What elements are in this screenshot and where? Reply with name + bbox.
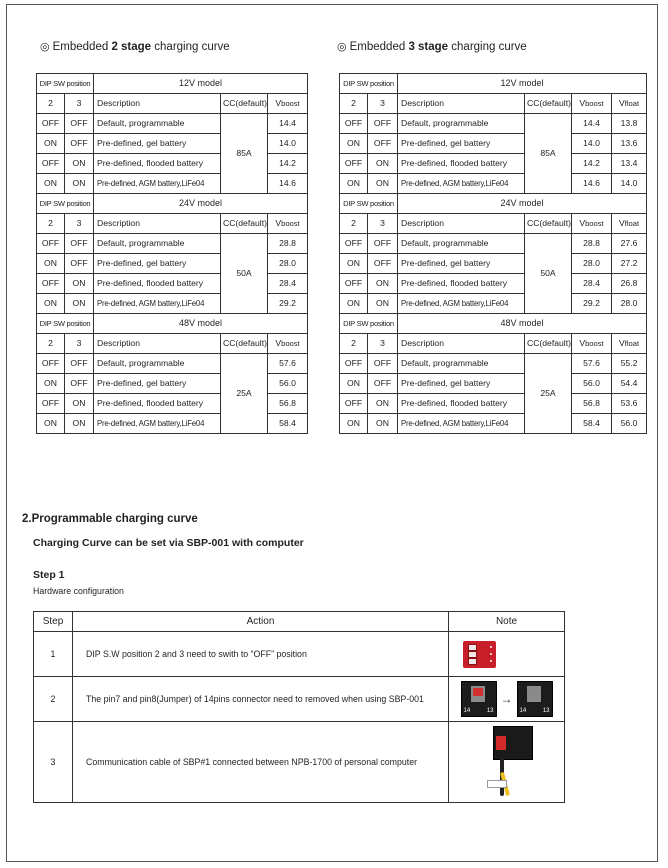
table-row [37, 174, 308, 194]
vfloat-value: 13.8 [612, 114, 647, 134]
col-description: Description [94, 214, 221, 234]
header-note: Note [449, 612, 565, 632]
table-row [37, 254, 308, 274]
sw2-value: OFF [340, 114, 368, 134]
two-stage-title: ◎ Embedded 2 stage charging curve [40, 41, 230, 53]
table-row [37, 414, 308, 434]
sw3-value: ON [65, 414, 94, 434]
table-row [340, 174, 647, 194]
description-value: Pre-defined, flooded battery [398, 274, 525, 294]
vboost-value: 56.0 [268, 374, 308, 394]
sw2-value: OFF [37, 114, 65, 134]
sw3-value: ON [368, 394, 398, 414]
vfloat-v: V [618, 218, 625, 229]
step-note [449, 677, 565, 722]
col-description: Description [94, 94, 221, 114]
cc-value: 50A [221, 234, 268, 314]
dip-sw-position-label: DIP SW position [37, 194, 94, 214]
sw2-value: ON [37, 254, 65, 274]
sw3-value: ON [368, 174, 398, 194]
table-row [34, 722, 565, 803]
sw3-value: ON [368, 414, 398, 434]
col-cc-default: CC(default) [525, 214, 572, 234]
table-row [37, 394, 308, 414]
table-row [37, 374, 308, 394]
table-row [340, 114, 647, 134]
column-header-row [340, 334, 647, 354]
dip-sw-position-label: DIP SW position [37, 314, 94, 334]
sw3-value: OFF [368, 134, 398, 154]
table-row [37, 114, 308, 134]
sw3-value: OFF [65, 254, 94, 274]
table-header-row [34, 612, 565, 632]
sw2-value: OFF [37, 354, 65, 374]
description-value: Pre-defined, gel battery [398, 374, 525, 394]
bullet-icon: ◎ [337, 41, 347, 53]
model-header-row [37, 314, 308, 334]
cc-value: 85A [525, 114, 572, 194]
dip-switch-photo-icon [463, 641, 496, 668]
description-value: Default, programmable [398, 114, 525, 134]
sw3-value: OFF [368, 254, 398, 274]
vboost-value: 14.2 [572, 154, 612, 174]
description-value: Pre-defined, flooded battery [94, 274, 221, 294]
col-vboost [268, 214, 308, 234]
vfloat-v: V [618, 98, 625, 109]
vfloat-value: 54.4 [612, 374, 647, 394]
model-name: 48V model [94, 314, 308, 334]
vboost-v: V [275, 98, 282, 109]
vboost-value: 14.4 [268, 114, 308, 134]
model-name: 12V model [398, 74, 647, 94]
table-row [37, 294, 308, 314]
description-value: Pre-defined, flooded battery [398, 154, 525, 174]
vfloat-value: 14.0 [612, 174, 647, 194]
col-cc-default: CC(default) [525, 94, 572, 114]
column-header-row [37, 334, 308, 354]
vfloat-value: 13.6 [612, 134, 647, 154]
vfloat-sub: float [624, 219, 640, 229]
connector-with-jumper-photo-icon: 14 13 [461, 681, 497, 717]
table-row [34, 632, 565, 677]
step-action: DIP S.W position 2 and 3 need to swith to “OFF” position [73, 632, 449, 677]
column-header-row [340, 214, 647, 234]
dip-sw-position-label: DIP SW position [340, 314, 398, 334]
step-action: Communication cable of SBP#1 connected between NPB-1700 of personal computer [73, 722, 449, 803]
col-vboost [572, 334, 612, 354]
col-sw3: 3 [368, 214, 398, 234]
table-row [340, 294, 647, 314]
cc-value: 50A [525, 234, 572, 314]
col-cc-default: CC(default) [221, 94, 268, 114]
sw2-value: OFF [37, 234, 65, 254]
step-title: Step 1 [33, 569, 65, 581]
step-number: 3 [34, 722, 73, 803]
sw2-value: ON [340, 254, 368, 274]
description-value: Default, programmable [94, 234, 221, 254]
connector-without-jumper-photo-icon: 14 13 [517, 681, 553, 717]
table-row [340, 234, 647, 254]
sw2-value: OFF [340, 394, 368, 414]
description-value: Pre-defined, AGM battery,LiFe04 [94, 414, 221, 434]
cc-value: 25A [525, 354, 572, 434]
sw2-value: OFF [340, 354, 368, 374]
vboost-v: V [579, 338, 586, 349]
sw3-value: OFF [65, 374, 94, 394]
description-value: Pre-defined, flooded battery [94, 394, 221, 414]
description-value: Pre-defined, gel battery [94, 134, 221, 154]
table-row [340, 394, 647, 414]
description-value: Pre-defined, AGM battery,LiFe04 [398, 174, 525, 194]
vfloat-value: 53.6 [612, 394, 647, 414]
col-vfloat [612, 334, 647, 354]
vboost-value: 28.4 [572, 274, 612, 294]
description-value: Pre-defined, AGM battery,LiFe04 [94, 174, 221, 194]
model-name: 48V model [398, 314, 647, 334]
communication-cable-photo-icon [477, 724, 537, 800]
col-sw2: 2 [37, 94, 65, 114]
vboost-value: 14.2 [268, 154, 308, 174]
model-name: 24V model [398, 194, 647, 214]
dip-sw-position-label: DIP SW position [37, 74, 94, 94]
vboost-sub: boost [281, 99, 300, 109]
header-action: Action [73, 612, 449, 632]
vboost-value: 28.4 [268, 274, 308, 294]
description-value: Pre-defined, gel battery [94, 374, 221, 394]
sw2-value: ON [37, 374, 65, 394]
column-header-row [37, 214, 308, 234]
sw2-value: OFF [37, 274, 65, 294]
section-heading: 2.Programmable charging curve [22, 513, 198, 525]
sw3-value: ON [65, 174, 94, 194]
bullet-icon: ◎ [40, 41, 50, 53]
sw3-value: ON [65, 394, 94, 414]
sw2-value: ON [37, 414, 65, 434]
vboost-sub: boost [585, 219, 604, 229]
sw3-value: OFF [368, 354, 398, 374]
vfloat-value: 28.0 [612, 294, 647, 314]
model-header-row [340, 314, 647, 334]
description-value: Default, programmable [398, 234, 525, 254]
description-value: Pre-defined, gel battery [398, 254, 525, 274]
col-cc-default: CC(default) [221, 334, 268, 354]
description-value: Pre-defined, AGM battery,LiFe04 [94, 294, 221, 314]
col-description: Description [398, 214, 525, 234]
vboost-value: 56.8 [572, 394, 612, 414]
vfloat-sub: float [624, 99, 640, 109]
col-vboost [268, 334, 308, 354]
vboost-sub: boost [585, 339, 604, 349]
sw2-value: OFF [340, 154, 368, 174]
sw2-value: ON [340, 374, 368, 394]
vboost-value: 14.0 [268, 134, 308, 154]
description-value: Pre-defined, flooded battery [94, 154, 221, 174]
sw3-value: ON [368, 154, 398, 174]
vboost-value: 56.0 [572, 374, 612, 394]
sw2-value: ON [340, 134, 368, 154]
description-value: Pre-defined, flooded battery [398, 394, 525, 414]
col-vboost [572, 94, 612, 114]
description-value: Pre-defined, gel battery [94, 254, 221, 274]
table-row [340, 414, 647, 434]
table-row [340, 354, 647, 374]
col-sw3: 3 [65, 214, 94, 234]
sw3-value: OFF [65, 134, 94, 154]
vboost-v: V [579, 218, 586, 229]
col-sw3: 3 [368, 334, 398, 354]
model-name: 24V model [94, 194, 308, 214]
sw3-value: OFF [368, 374, 398, 394]
sw3-value: ON [65, 294, 94, 314]
vboost-value: 14.0 [572, 134, 612, 154]
sw3-value: OFF [65, 354, 94, 374]
col-vfloat [612, 94, 647, 114]
model-header-row [37, 74, 308, 94]
col-cc-default: CC(default) [221, 214, 268, 234]
vfloat-value: 26.8 [612, 274, 647, 294]
vfloat-value: 27.2 [612, 254, 647, 274]
dip-sw-position-label: DIP SW position [340, 194, 398, 214]
table-row [37, 274, 308, 294]
vboost-value: 29.2 [572, 294, 612, 314]
vboost-value: 58.4 [268, 414, 308, 434]
vboost-v: V [579, 98, 586, 109]
vboost-sub: boost [585, 99, 604, 109]
vboost-value: 28.8 [268, 234, 308, 254]
description-value: Default, programmable [94, 354, 221, 374]
vfloat-value: 56.0 [612, 414, 647, 434]
sw2-value: OFF [340, 274, 368, 294]
model-name: 12V model [94, 74, 308, 94]
vfloat-v: V [618, 338, 625, 349]
sw3-value: OFF [65, 234, 94, 254]
col-sw2: 2 [340, 214, 368, 234]
model-header-row [340, 74, 647, 94]
vboost-value: 29.2 [268, 294, 308, 314]
table-row [37, 134, 308, 154]
vboost-value: 57.6 [268, 354, 308, 374]
model-header-row [340, 194, 647, 214]
col-sw2: 2 [340, 334, 368, 354]
sw3-value: OFF [65, 114, 94, 134]
col-sw2: 2 [37, 334, 65, 354]
table-row [340, 134, 647, 154]
model-header-row [37, 194, 308, 214]
step-action: The pin7 and pin8(Jumper) of 14pins connector need to removed when using SBP-001 [73, 677, 449, 722]
step-number: 1 [34, 632, 73, 677]
sw2-value: ON [340, 174, 368, 194]
step-note [449, 632, 565, 677]
col-sw3: 3 [368, 94, 398, 114]
col-description: Description [398, 94, 525, 114]
vboost-v: V [275, 218, 282, 229]
description-value: Default, programmable [94, 114, 221, 134]
step-note [449, 722, 565, 803]
col-sw2: 2 [37, 214, 65, 234]
col-cc-default: CC(default) [525, 334, 572, 354]
sw2-value: ON [340, 414, 368, 434]
sw3-value: ON [368, 274, 398, 294]
description-value: Pre-defined, gel battery [398, 134, 525, 154]
sw2-value: OFF [37, 154, 65, 174]
vboost-sub: boost [281, 339, 300, 349]
vboost-value: 14.6 [268, 174, 308, 194]
three-stage-title: ◎ Embedded 3 stage charging curve [337, 41, 527, 53]
table-row [37, 234, 308, 254]
col-vboost [572, 214, 612, 234]
table-row [37, 154, 308, 174]
two-stage-table [36, 73, 308, 434]
sw2-value: ON [37, 174, 65, 194]
sw2-value: ON [340, 294, 368, 314]
step-number: 2 [34, 677, 73, 722]
table-row [34, 677, 565, 722]
col-vfloat [612, 214, 647, 234]
table-row [340, 154, 647, 174]
col-sw3: 3 [65, 334, 94, 354]
vboost-value: 58.4 [572, 414, 612, 434]
vboost-value: 56.8 [268, 394, 308, 414]
vfloat-value: 27.6 [612, 234, 647, 254]
table-row [340, 374, 647, 394]
vboost-sub: boost [281, 219, 300, 229]
description-value: Pre-defined, AGM battery,LiFe04 [398, 294, 525, 314]
hardware-config-table [33, 611, 565, 803]
header-step: Step [34, 612, 73, 632]
sw3-value: OFF [368, 234, 398, 254]
sw3-value: OFF [368, 114, 398, 134]
vfloat-value: 55.2 [612, 354, 647, 374]
vfloat-sub: float [624, 339, 640, 349]
three-stage-table [339, 73, 647, 434]
table-row [37, 354, 308, 374]
cc-value: 25A [221, 354, 268, 434]
vboost-value: 28.0 [572, 254, 612, 274]
arrow-right-icon: → [500, 692, 513, 706]
table-row [340, 254, 647, 274]
vboost-value: 14.4 [572, 114, 612, 134]
column-header-row [37, 94, 308, 114]
sw2-value: ON [37, 134, 65, 154]
vboost-v: V [275, 338, 282, 349]
sw3-value: ON [65, 274, 94, 294]
col-description: Description [94, 334, 221, 354]
dip-sw-position-label: DIP SW position [340, 74, 398, 94]
col-sw2: 2 [340, 94, 368, 114]
step-description: Hardware configuration [33, 586, 124, 596]
cc-value: 85A [221, 114, 268, 194]
sw2-value: OFF [37, 394, 65, 414]
table-row [340, 274, 647, 294]
vboost-value: 14.6 [572, 174, 612, 194]
col-vboost [268, 94, 308, 114]
description-value: Pre-defined, AGM battery,LiFe04 [398, 414, 525, 434]
col-description: Description [398, 334, 525, 354]
sw2-value: OFF [340, 234, 368, 254]
description-value: Default, programmable [398, 354, 525, 374]
sw3-value: ON [65, 154, 94, 174]
column-header-row [340, 94, 647, 114]
sw2-value: ON [37, 294, 65, 314]
vfloat-value: 13.4 [612, 154, 647, 174]
vboost-value: 28.0 [268, 254, 308, 274]
col-sw3: 3 [65, 94, 94, 114]
sw3-value: ON [368, 294, 398, 314]
section-subheading: Charging Curve can be set via SBP-001 with computer [33, 537, 304, 549]
vboost-value: 57.6 [572, 354, 612, 374]
vboost-value: 28.8 [572, 234, 612, 254]
